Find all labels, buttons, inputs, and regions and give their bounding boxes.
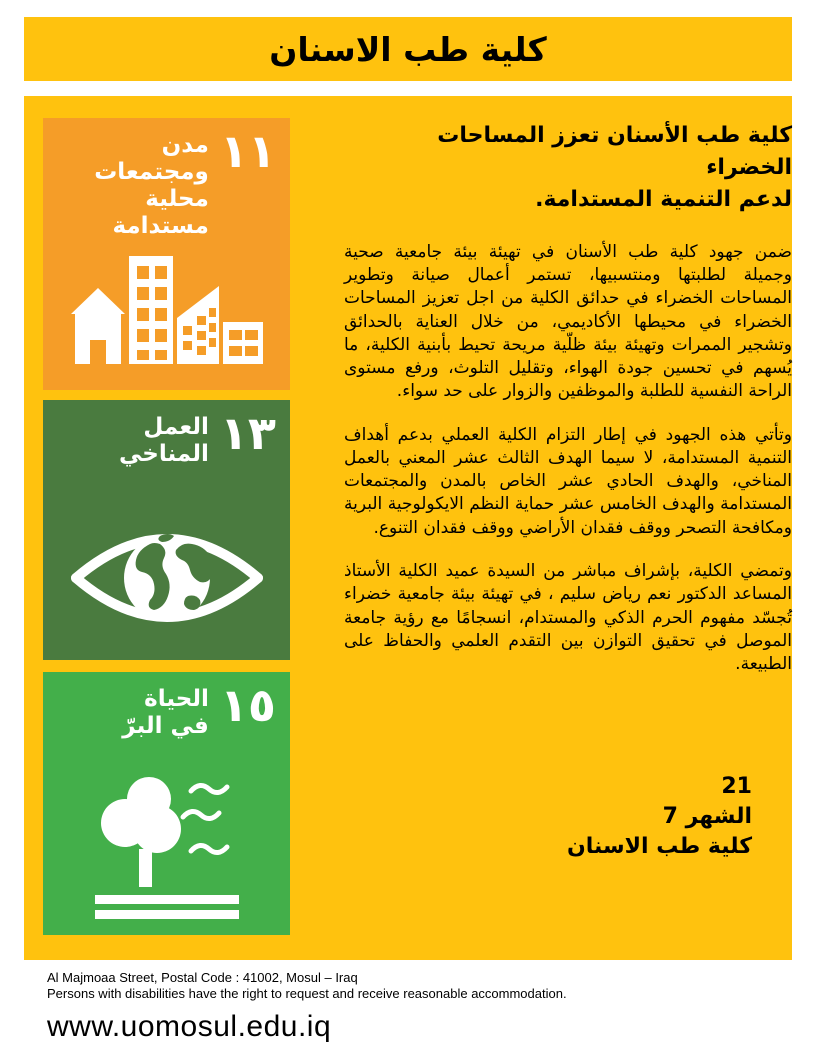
footer	[47, 970, 787, 1044]
article-title-line2: لدعم التنمية المستدامة.	[535, 186, 792, 212]
sdg-15-label	[122, 684, 209, 740]
article-title-line1: كلية طب الأسنان تعزز المساحات الخضراء	[437, 123, 792, 180]
date-month: الشهر 7	[662, 804, 752, 830]
sdg-13-header	[43, 400, 290, 468]
article-title	[344, 120, 792, 216]
footer-accessibility-note: Persons with disabilities have the right to request and receive reasonable accommodation.	[47, 986, 567, 1002]
sdg-11-label	[51, 130, 209, 241]
sdg-15-header	[43, 672, 290, 740]
sdg-15-label-line2: في البرّ	[122, 713, 209, 740]
main-content	[24, 96, 792, 960]
sdg-13-number: ١٣	[219, 406, 276, 460]
article-text	[344, 120, 792, 862]
date-block	[344, 772, 752, 861]
date-day: 21	[721, 774, 752, 800]
page-title: كلية طب الاسنان	[269, 29, 547, 69]
tree-birds-icon	[87, 767, 247, 919]
article-paragraph-2: وتأتي هذه الجهود في إطار التزام الكلية العملي بدعم أهداف التنمية المستدامة، لا سيما الهدف الثالث عشر المعني بالعمل المناخي، والهدف الحادي عشر الخاص بالمدن والمجتمعات المستدامة والهدف الخامس عشر حماية النظم الايكولوجية البرية ومكافحة التصحر ووقف فقدان الأراضي ووقف فقدان التنوع.	[344, 424, 792, 538]
sdg-11-label-line2: محلية مستدامة	[112, 186, 209, 240]
footer-website-url[interactable]: www.uomosul.edu.iq	[47, 1009, 332, 1043]
header-banner	[24, 17, 792, 81]
sdg-tiles-column	[43, 118, 290, 935]
article-paragraph-1: ضمن جهود كلية طب الأسنان في تهيئة بيئة جامعية صحية وجميلة لطلبتها ومنتسبيها، تستمر أعمال صيانة وتطوير المساحات الخضراء في حدائق الكلية من اجل تعزيز المساحات الخضراء في محيطها الأكاديمي، من خلال العناية بالحدائق وتشجير الممرات وتهيئة بيئة ظلّية مريحة تحيط بأبنية الكلية، ما يُسهم في تحسين جودة الهواء، وتقليل التلوث، ورفع مستوى الراحة النفسية للطلبة والموظفين والزوار على حد سواء.	[344, 241, 792, 402]
eye-globe-icon	[68, 514, 266, 642]
footer-address: Al Majmoaa Street, Postal Code : 41002, Mosul – Iraq	[47, 970, 358, 985]
sdg-13-label	[119, 412, 209, 468]
sdg-13-label-line2: المناخي	[119, 441, 209, 468]
article-paragraph-3: وتمضي الكلية، بإشراف مباشر من السيدة عميد الكلية الأستاذ المساعد الدكتور نعم رياض سليم ، في تهيئة بيئة جامعية خضراء تُجسّد مفهوم الحرم الذكي والمستدام، انسجامًا مع رؤية جامعة الموصل في تحقيق التوازن بين التقدم العلمي والحفاظ على الطبيعة.	[344, 561, 792, 675]
date-college-name: كلية طب الاسنان	[566, 833, 752, 859]
sdg-15-number: ١٥	[219, 678, 276, 732]
sdg-11-label-line1: مدن ومجتمعات	[94, 132, 209, 186]
sdg-11-header	[43, 118, 290, 241]
sdg-11-number: ١١	[219, 124, 276, 178]
sdg-15-tile	[43, 672, 290, 935]
sdg-11-tile	[43, 118, 290, 390]
sdg-13-tile	[43, 400, 290, 660]
city-buildings-icon	[71, 242, 263, 364]
sdg-13-label-line1: العمل	[143, 414, 209, 440]
sdg-15-label-line1: الحياة	[144, 686, 209, 712]
